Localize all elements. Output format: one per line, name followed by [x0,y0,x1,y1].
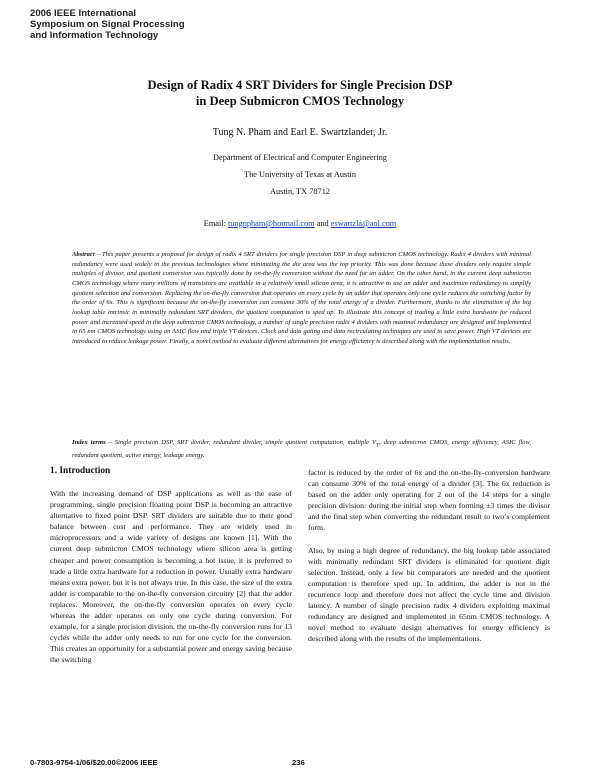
index-terms [72,438,531,461]
index-terms-text-b: , deep submicron CMOS, energy efficiency, ASIC flow, redundant quotient, active energy, leakage energy. [72,439,532,459]
email-and: and [314,219,331,228]
left-column [50,488,292,666]
index-terms-text-a: – Single precision DSP, SRT divider, redundant divider, simple quotient computation, multiple V [105,439,376,446]
conference-line-3: and Information Technology [30,30,159,41]
affiliation-city: Austin, TX 78712 [269,187,330,196]
email-line [60,219,540,228]
page-number: 236 [292,758,305,767]
intro-paragraph-3: Also, by using a high degree of redundancy, the big lookup table associated with minimally redundant SRT dividers is eliminated for quotient digit selection. Instead, only a few bit comparators are needed and the quotient computation is therefore sped up. In addition, the adder is not in the recurrence loop and therefore does not affect the cycle time and division latency. A number of single precision radix 4 dividers exploiting maximal redundancy are designed and implemented in 65nm CMOS technology. A novel method to evaluate design alternatives for energy efficiency is described along with the results of the implementations. [308,545,550,644]
affiliation [60,149,540,200]
intro-paragraph-2: factor is reduced by the order of 6x and the on-the-fly-conversion hardware can consume 30% of the total energy of a divider [3]. The 6x reduction is based on the adder only operating for 2 out of the 14 steps for a single precision division: during the initial step when forming ±3 times the divisor and the final step when converting the redundant result to two’s complement form. [308,468,550,533]
paper-title-line-2: in Deep Submicron CMOS Technology [195,93,405,108]
email-link-2[interactable]: eswartzla@aol.com [330,219,397,228]
affiliation-university: The University of Texas at Austin [244,170,356,179]
paper-title [60,78,540,109]
abstract-text: – This paper presents a proposal for design of radix 4 SRT dividers for single precision DSP in deep submicron CMOS technology. Radix 4 dividers with minimal redundancy were used widely in the previous technologies where minimizing the die area was the top priority. This was done because these dividers only require simple multiples of divisor, and quotient conversion was typically done by on-the-fly conversion without the need for an adder. On the other hand, in the current deep submicron CMOS technology where many millions of transistors are available in a relatively small silicon area, it is attractive to use an adder and maximum redundancy to simplify quotient selection and conversion. Replacing the on-the-fly conversion that operates on every cycle by an adder that operates only one cycle reduces the switching factor by the order of 6x. This is significant because the on-the-fly conversion can consume 30% of the total energy of a divider. Furthermore, thanks to the elimination of the big lookup table intrinsic in minimally redundant SRT dividers, the quotient computation is sped up. To illustrate this concept of trading a little extra hardware for reduced power and increased speed in the deep submicron CMOS technology, a number of single precision radix 4 dividers with maximal redundancy are designed and implemented in 65 nm CMOS technology using an ASIC flow and triple VT devices. Clock and data gating and data recirculating techniques are used to save power. High VT devices are introduced to reduce leakage power. Finally, a novel method to evaluate different alternatives for energy efficiency is described along with the implementation results. [72,251,531,345]
abstract [72,250,531,347]
email-label: Email: [203,219,228,228]
intro-paragraph-1: With the increasing demand of DSP applications as well as the ease of programming, single precision floating point DSP is becoming an attractive alternative to fixed point DSP. SRT dividers are suitable due to their good balance between cost and performance. They are widely used in microprocessors and a wide variety of designs are known [1]. With the current deep submicron CMOS technology where silicon area is getting cheaper and power consumption is becoming a hot issue, it is preferred to trade a little extra hardware for a reduction in power. Usually extra hardware means extra power, but it is not always true. In this case, the size of the extra adder is comparable to the on-the-fly conversion circuitry [2] that the adder replaces. Moreover, the on-the-fly conversion operates on every cycle whereas the adder operates on only one cycle during conversion. For example, for a single precision division, the on-the-fly conversion runs for 13 cycles while the adder only needs to run for one cycle for the conversion. This creates an opportunity for a substantial power and energy saving because the switching [50,489,292,665]
abstract-lead: Abstract [72,251,95,258]
copyright-footer: 0-7803-9754-1/06/$20.00©2006 IEEE [30,758,158,767]
paper-title-line-1: Design of Radix 4 SRT Dividers for Single Precision DSP [147,78,453,92]
index-terms-subscript: T [375,442,380,449]
conference-header [30,8,185,41]
index-terms-lead: Index terms [72,439,106,446]
authors: Tung N. Pham and Earl E. Swartzlander, Jr. [212,127,388,138]
affiliation-department: Department of Electrical and Computer Engineering [213,153,387,162]
email-link-1[interactable]: tungnpham@hotmail.com [227,219,315,228]
right-column [308,467,550,644]
conference-line-1: 2006 IEEE International [30,8,137,19]
conference-line-2: Symposium on Signal Processing [30,19,185,30]
section-title-introduction: 1. Introduction [50,466,111,476]
